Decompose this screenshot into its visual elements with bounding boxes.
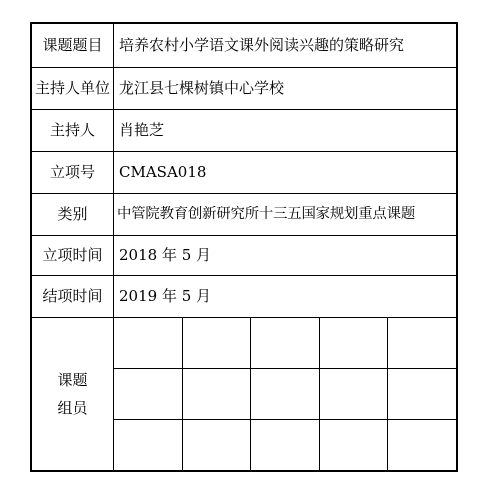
row-host-unit — [32, 68, 457, 110]
category-value: 中管院教育创新研究所十三五国家规划重点课题 — [114, 194, 457, 236]
host-value: 肖艳芝 — [114, 110, 457, 152]
host-label: 主持人 — [32, 110, 114, 152]
members-grid-cell — [114, 318, 457, 471]
member-cell — [388, 368, 456, 419]
row-project-title — [32, 24, 457, 68]
member-cell — [182, 368, 250, 419]
member-cell — [114, 419, 182, 470]
row-approval-date — [32, 236, 457, 276]
row-category — [32, 194, 457, 236]
members-label-line1: 课题 — [57, 370, 88, 389]
project-title-value: 培养农村小学语文课外阅读兴趣的策略研究 — [114, 24, 457, 68]
project-number-value: CMASA018 — [114, 152, 457, 194]
member-cell — [388, 419, 456, 470]
member-cell — [251, 419, 319, 470]
row-completion-date — [32, 276, 457, 318]
members-label-line2: 组员 — [57, 399, 88, 417]
row-host — [32, 110, 457, 152]
project-info-form — [30, 22, 458, 472]
member-cell — [182, 419, 250, 470]
approval-date-value: 2018 年 5 月 — [114, 236, 457, 276]
member-cell — [388, 318, 456, 368]
members-label — [32, 318, 114, 471]
member-cell — [114, 318, 182, 368]
member-cell — [251, 318, 319, 368]
completion-date-label: 结项时间 — [32, 276, 114, 318]
approval-date-label: 立项时间 — [32, 236, 114, 276]
member-cell — [182, 318, 250, 368]
member-cell — [319, 419, 387, 470]
row-project-number — [32, 152, 457, 194]
member-cell — [114, 368, 182, 419]
project-number-label: 立项号 — [32, 152, 114, 194]
member-cell — [251, 368, 319, 419]
completion-date-value: 2019 年 5 月 — [114, 276, 457, 318]
category-label: 类别 — [32, 194, 114, 236]
row-members — [32, 318, 457, 471]
project-title-label: 课题题目 — [32, 24, 114, 68]
host-unit-label: 主持人单位 — [32, 68, 114, 110]
members-grid — [114, 318, 456, 470]
member-cell — [319, 368, 387, 419]
project-info-table — [31, 23, 457, 471]
host-unit-value: 龙江县七棵树镇中心学校 — [114, 68, 457, 110]
member-cell — [319, 318, 387, 368]
